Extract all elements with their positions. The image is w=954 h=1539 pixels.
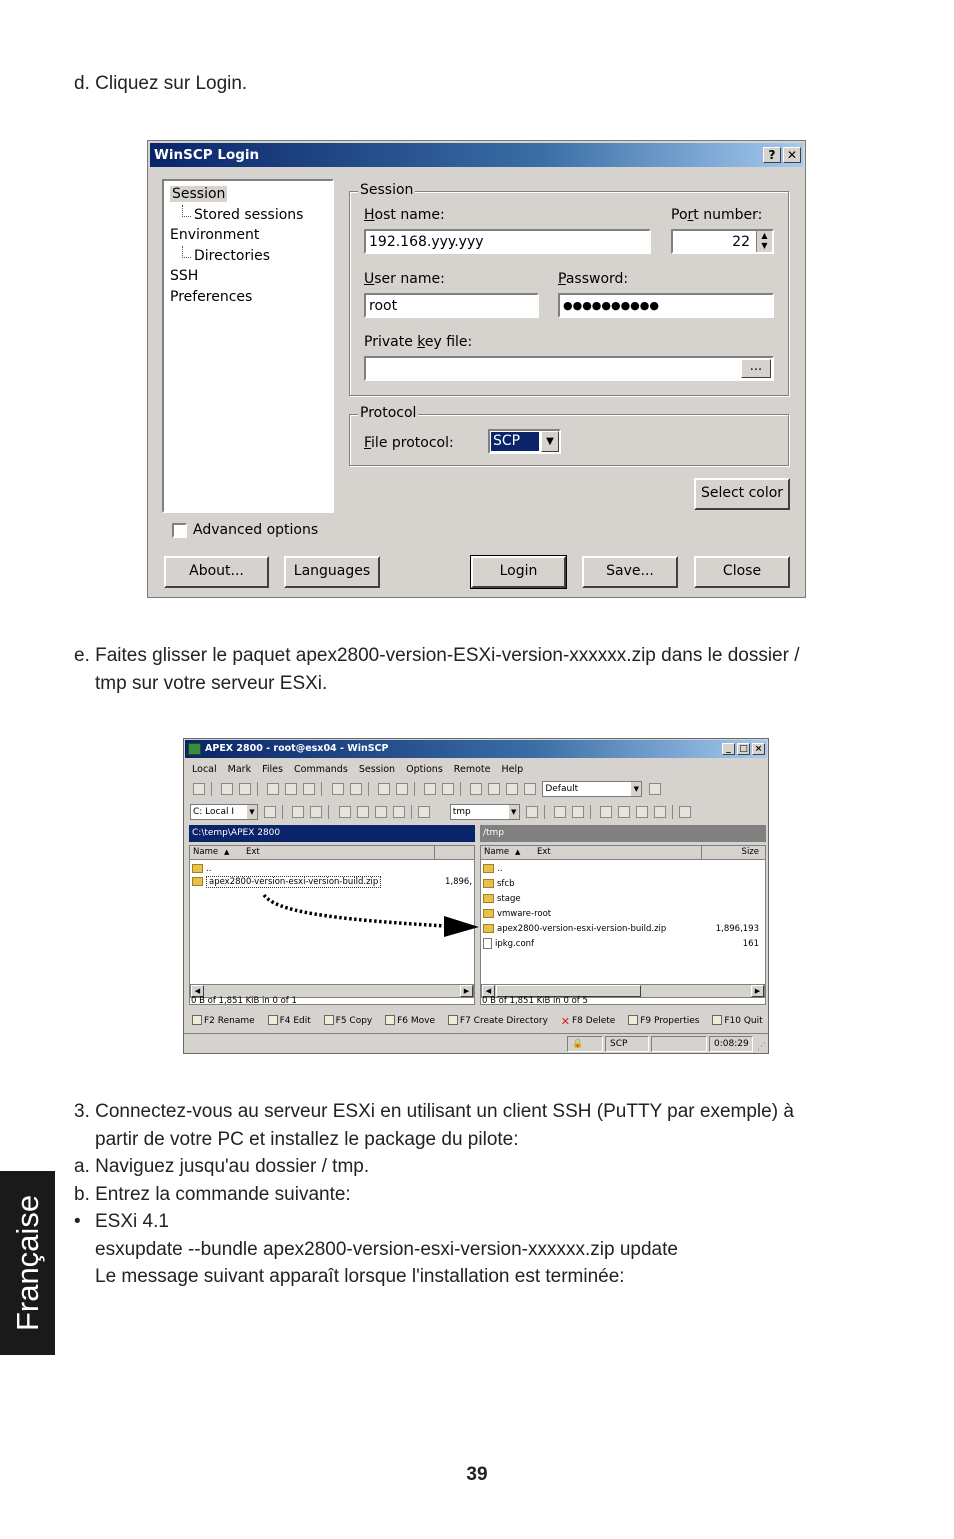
scroll-right-icon[interactable]: ▶ — [751, 985, 764, 997]
close-icon[interactable]: ✕ — [783, 147, 801, 163]
step-3-section — [74, 1098, 794, 1291]
f8-delete-button[interactable]: ✕ F8 Delete — [560, 1015, 616, 1028]
step-3-line-1: 3. Connectez-vous au serveur ESXi en utilisant un client SSH (PuTTY par exemple) à — [74, 1101, 794, 1122]
about-button[interactable]: About... — [164, 556, 269, 588]
list-item[interactable]: apex2800-version-esxi-version-build.zip 1,896, — [192, 875, 474, 890]
port-value: 22 — [732, 234, 750, 250]
menu-files[interactable]: Files — [262, 764, 283, 775]
col-name[interactable]: Name — [484, 847, 510, 857]
settings-tree — [162, 179, 334, 513]
tree-item-stored-sessions[interactable]: Stored sessions — [170, 205, 326, 226]
private-key-input[interactable] — [364, 356, 774, 381]
step-d-text: d. Cliquez sur Login. — [74, 73, 248, 94]
transfer-settings-value: Default — [545, 784, 579, 794]
f6-move-button[interactable]: F6 Move — [385, 1016, 440, 1026]
step-3-line-2: partir de votre PC et installez le package du pilote: — [95, 1128, 519, 1150]
list-item[interactable]: vmware-root — [483, 907, 551, 922]
esxi-version-text: ESXi 4.1 — [95, 1211, 169, 1232]
col-ext[interactable]: Ext — [246, 847, 260, 857]
minimize-icon[interactable]: _ — [722, 743, 735, 755]
port-number-label: Port number: — [671, 207, 763, 223]
tree-item-environment[interactable]: Environment — [170, 227, 260, 243]
f5-copy-button[interactable]: F5 Copy — [324, 1016, 378, 1026]
list-item[interactable]: stage — [483, 892, 521, 907]
step-e-line-1: e. Faites glisser le paquet apex2800-version-ESXi-version-xxxxxx.zip dans le dossier / — [74, 645, 800, 666]
sort-up-icon: ▲ — [224, 848, 230, 856]
window-title: APEX 2800 - root@esx04 - WinSCP — [205, 743, 389, 754]
scroll-left-icon[interactable]: ◀ — [191, 985, 204, 997]
language-side-tab-label: Française — [9, 1194, 45, 1332]
host-name-input[interactable]: 192.168.yyy.yyy — [364, 229, 651, 254]
file-protocol-label: File protocol: — [364, 435, 454, 451]
status-protocol: SCP — [605, 1036, 649, 1052]
remote-dir-value: tmp — [452, 807, 471, 817]
chevron-down-icon[interactable]: ▼ — [509, 805, 519, 819]
chevron-down-icon[interactable]: ▼ — [631, 782, 641, 796]
help-button[interactable]: ? — [763, 147, 781, 163]
file-protocol-select[interactable] — [488, 429, 561, 454]
menu-options[interactable]: Options — [406, 764, 443, 775]
scroll-right-icon[interactable]: ▶ — [460, 985, 473, 997]
login-button[interactable]: Login — [471, 556, 566, 588]
dialog-title: WinSCP Login — [154, 147, 260, 163]
port-spinner-icon[interactable]: ▲ ▼ — [756, 231, 772, 252]
local-status: 0 B of 1,851 KiB in 0 of 1 — [191, 996, 297, 1006]
col-name[interactable]: Name — [193, 847, 219, 857]
language-side-tab — [0, 1171, 55, 1355]
host-name-label: Host name: — [364, 207, 445, 223]
step-e-text — [74, 642, 800, 697]
user-name-input[interactable]: root — [364, 293, 539, 318]
menu-help[interactable]: Help — [501, 764, 524, 775]
session-group-label: Session — [360, 182, 414, 198]
move-icon — [385, 1015, 395, 1025]
menu-remote[interactable]: Remote — [453, 764, 491, 775]
user-name-label: User name: — [364, 271, 445, 287]
remote-status: 0 B of 1,851 KiB in 0 of 5 — [482, 996, 588, 1006]
close-icon[interactable]: × — [752, 743, 765, 755]
browse-button[interactable]: ... — [741, 359, 771, 378]
resize-grip-icon[interactable]: ⋰ — [757, 1042, 766, 1052]
new-folder-icon — [448, 1015, 458, 1025]
status-time: 0:08:29 — [709, 1036, 753, 1052]
select-color-button[interactable]: Select color — [694, 478, 790, 510]
local-path: C:\temp\APEX 2800 — [189, 825, 475, 842]
tree-item-directories[interactable]: Directories — [170, 246, 326, 267]
list-item[interactable]: ipkg.conf 161 — [483, 937, 763, 952]
copy-icon — [324, 1015, 334, 1025]
protocol-group-label: Protocol — [360, 405, 417, 421]
edit-icon — [268, 1015, 278, 1025]
port-number-input[interactable] — [671, 229, 774, 254]
lock-icon: 🔒 — [567, 1036, 603, 1052]
quit-icon — [712, 1015, 722, 1025]
advanced-options-checkbox[interactable] — [172, 523, 187, 538]
rename-icon — [192, 1015, 202, 1025]
bullet-mark: • — [74, 1211, 81, 1232]
properties-icon — [628, 1015, 638, 1025]
f10-quit-button[interactable]: F10 Quit — [712, 1016, 767, 1026]
status-connection-icon — [651, 1036, 707, 1052]
install-command-text: esxupdate --bundle apex2800-version-esxi-version-xxxxxx.zip update — [95, 1238, 678, 1260]
f7-create-directory-button[interactable]: F7 Create Directory — [448, 1016, 553, 1026]
esxi-bullet — [74, 1208, 794, 1236]
f2-rename-button[interactable]: F2 Rename — [192, 1016, 260, 1026]
tree-item-ssh[interactable]: SSH — [170, 268, 199, 284]
tree-item-session[interactable]: Session — [172, 186, 226, 202]
function-key-bar — [192, 1015, 769, 1026]
menu-session[interactable]: Session — [358, 764, 396, 775]
list-item[interactable]: .. — [192, 862, 211, 877]
chevron-down-icon[interactable]: ▼ — [247, 805, 257, 819]
save-button[interactable]: Save... — [582, 556, 678, 588]
languages-button[interactable]: Languages — [284, 556, 380, 588]
step-a-text: a. Naviguez jusqu'au dossier / tmp. — [74, 1156, 370, 1177]
col-size[interactable]: Size — [741, 847, 759, 857]
password-label: Password: — [558, 271, 629, 287]
menu-local[interactable]: Local — [192, 764, 217, 775]
winscp-commander-window — [183, 738, 769, 1054]
file-protocol-value: SCP — [491, 432, 539, 451]
page-number: 39 — [466, 1464, 488, 1485]
list-item[interactable]: apex2800-version-esxi-version-build.zip 1,896,193 — [483, 922, 763, 937]
menu-commands[interactable]: Commands — [294, 764, 348, 775]
scroll-left-icon[interactable]: ◀ — [482, 985, 495, 997]
sort-up-icon: ▲ — [515, 848, 521, 856]
col-ext[interactable]: Ext — [537, 847, 551, 857]
chevron-down-icon[interactable]: ▼ — [541, 431, 559, 452]
dialog-titlebar — [150, 143, 803, 167]
f4-edit-button[interactable]: F4 Edit — [268, 1016, 316, 1026]
tree-item-preferences[interactable]: Preferences — [170, 288, 253, 305]
advanced-options-label: Advanced options — [193, 522, 319, 538]
drag-arrow-icon — [184, 739, 769, 1054]
remote-path: /tmp — [480, 825, 766, 842]
local-drive-value: C: Local I — [193, 807, 235, 817]
list-item[interactable]: sfcb — [483, 877, 515, 892]
step-e-line-2: tmp sur votre serveur ESXi. — [95, 672, 328, 694]
close-button[interactable]: Close — [694, 556, 790, 588]
private-key-label: Private key file: — [364, 334, 473, 350]
delete-icon: ✕ — [560, 1015, 570, 1028]
completion-message-text: Le message suivant apparaît lorsque l'installation est terminée: — [95, 1266, 625, 1287]
f9-properties-button[interactable]: F9 Properties — [628, 1016, 704, 1026]
maximize-icon[interactable]: □ — [737, 743, 750, 755]
list-item[interactable]: .. — [483, 862, 502, 877]
menu-mark[interactable]: Mark — [227, 764, 252, 775]
password-input[interactable]: ●●●●●●●●●● — [558, 293, 774, 318]
status-bar — [184, 1033, 768, 1053]
step-b-text: b. Entrez la commande suivante: — [74, 1183, 351, 1205]
winscp-login-dialog — [147, 140, 806, 598]
